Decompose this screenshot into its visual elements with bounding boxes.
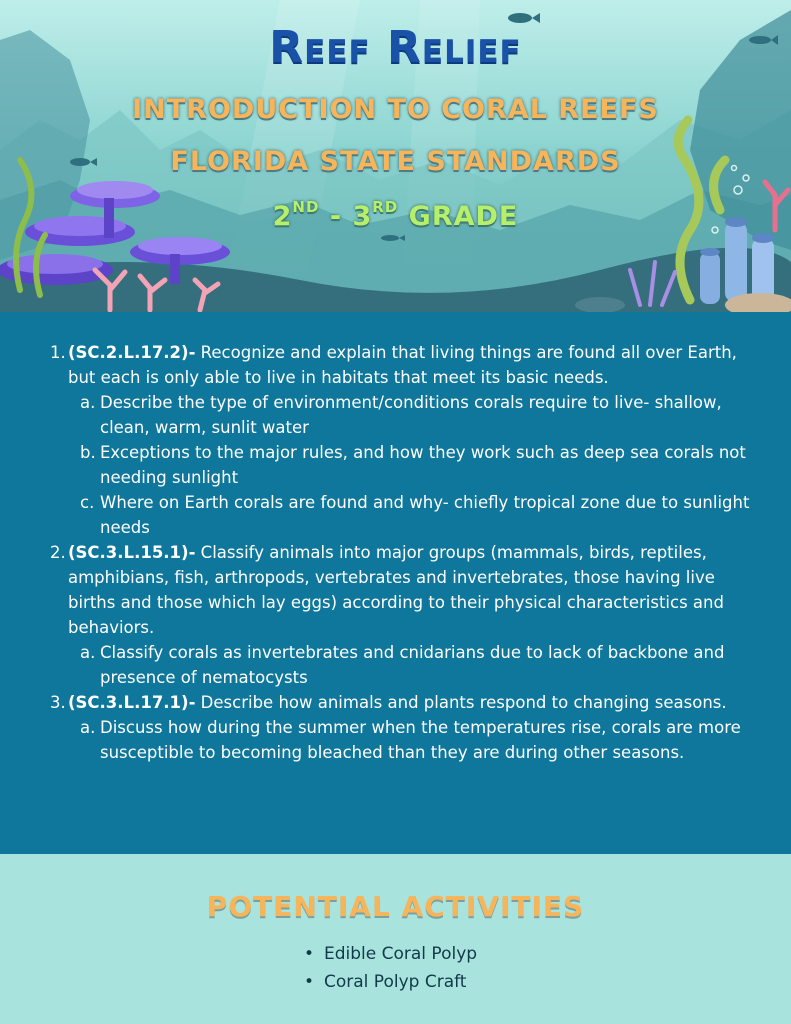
standard-text: Recognize and explain that living things are found all over Earth, but each is only able to live in habitats that meet its basic needs. xyxy=(68,343,737,387)
standard-item xyxy=(0,340,758,540)
standard-number: 1. xyxy=(50,343,66,362)
bullet-icon: • xyxy=(304,944,315,964)
standard-code: (SC.2.L.17.2)- xyxy=(68,343,196,362)
subitem-text: Classify corals as invertebrates and cnidarians due to lack of backbone and presence of nematocysts xyxy=(100,643,725,687)
standard-text: Classify animals into major groups (mammals, birds, reptiles, amphibians, fish, arthropods, vertebrates and invertebrates, those having live births and those which lay eggs) according to their physical characteristics and behaviors. xyxy=(68,543,724,637)
grade-second-number: 3 xyxy=(352,201,373,232)
standard-subitem xyxy=(68,490,760,540)
grade-label: GRADE xyxy=(398,201,519,232)
subitem-letter: a. xyxy=(80,393,96,412)
activities-list xyxy=(300,940,477,996)
header-banner xyxy=(0,0,791,312)
grade-level xyxy=(0,198,791,232)
standard-subitem xyxy=(68,440,760,490)
standard-subitem xyxy=(68,715,760,765)
subitem-text: Where on Earth corals are found and why- chiefly tropical zone due to sunlight needs xyxy=(100,493,750,537)
subitem-letter: a. xyxy=(80,718,96,737)
activity-label: Edible Coral Polyp xyxy=(324,944,478,964)
standard-number: 3. xyxy=(50,693,66,712)
subitem-letter: c. xyxy=(80,493,95,512)
standard-item xyxy=(0,540,758,690)
bullet-icon: • xyxy=(304,972,315,992)
subitem-text: Discuss how during the summer when the temperatures rise, corals are more susceptible to becoming bleached than they are during other seasons. xyxy=(100,718,741,762)
grade-second-suffix: RD xyxy=(372,198,399,216)
subtitle-introduction: INTRODUCTION TO CORAL REEFS xyxy=(132,94,659,125)
activity-item xyxy=(300,940,477,968)
activity-item xyxy=(300,968,477,996)
page-title: Reef Relief xyxy=(269,22,522,73)
standard-code: (SC.3.L.15.1)- xyxy=(68,543,196,562)
subitem-letter: a. xyxy=(80,643,96,662)
grade-first-number: 2 xyxy=(272,201,293,232)
standards-list xyxy=(0,340,791,765)
standard-item xyxy=(0,690,758,765)
subitem-letter: b. xyxy=(80,443,96,462)
standard-code: (SC.3.L.17.1)- xyxy=(68,693,196,712)
activities-section xyxy=(0,854,791,1024)
standard-text: Describe how animals and plants respond to changing seasons. xyxy=(195,693,727,712)
standard-number: 2. xyxy=(50,543,66,562)
activities-title: POTENTIAL ACTIVITIES xyxy=(206,890,585,923)
activity-label: Coral Polyp Craft xyxy=(324,972,467,992)
grade-first-suffix: ND xyxy=(292,198,320,216)
standard-subitem xyxy=(68,640,760,690)
grade-separator: - xyxy=(319,201,353,232)
standard-subitem xyxy=(68,390,760,440)
subitem-text: Exceptions to the major rules, and how they work such as deep sea corals not needing sunlight xyxy=(100,443,746,487)
standards-section xyxy=(0,312,791,854)
subitem-text: Describe the type of environment/conditions corals require to live- shallow, clean, warm, sunlit water xyxy=(100,393,722,437)
subtitle-standards: FLORIDA STATE STANDARDS xyxy=(170,146,621,177)
